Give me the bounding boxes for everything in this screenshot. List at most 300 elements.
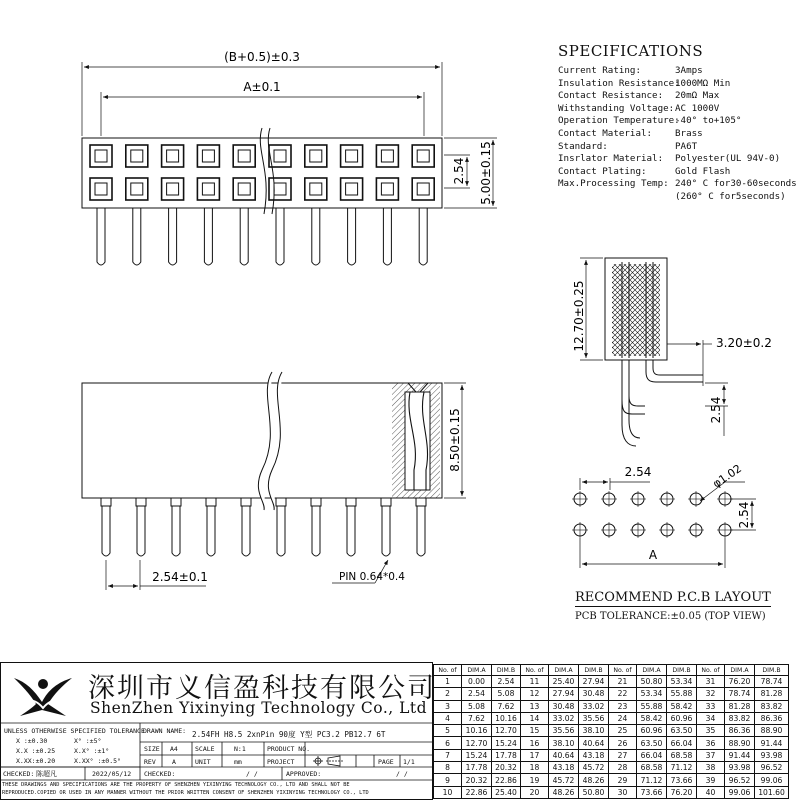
table-cell: 12.70 <box>462 737 492 749</box>
label-pitch-length: A±0.1 <box>243 80 281 94</box>
specifications-title: SPECIFICATIONS <box>558 42 704 60</box>
table-row <box>434 786 789 798</box>
table-cell: 26 <box>609 737 637 749</box>
page-label: PAGE <box>378 758 394 766</box>
contact-cell <box>412 145 434 167</box>
table-cell: 40 <box>697 786 725 798</box>
table-cell: 7 <box>434 749 462 761</box>
label-pcb-hole: φ1.02 <box>710 461 744 491</box>
contact-hole <box>310 150 322 162</box>
dim-table-header-cell: DIM.B <box>755 665 789 676</box>
table-cell: 8 <box>434 762 462 774</box>
table-cell: 30.48 <box>579 688 609 700</box>
dim-table-header-cell: DIM.B <box>492 665 521 676</box>
table-row <box>434 712 789 724</box>
table-cell: 25.40 <box>492 786 521 798</box>
label-pin-size: PIN 0.64*0.4 <box>339 571 405 583</box>
label-pin-pitch: 2.54±0.1 <box>152 570 208 584</box>
spec-label: Insulation Resistance: <box>558 77 680 89</box>
table-cell: 15.24 <box>492 737 521 749</box>
table-cell: 55.88 <box>637 700 667 712</box>
table-cell: 81.28 <box>755 688 789 700</box>
table-cell: 33.02 <box>579 700 609 712</box>
table-cell: 5.08 <box>492 688 521 700</box>
table-cell: 43.18 <box>579 749 609 761</box>
side-pin <box>277 506 285 556</box>
pcb-layout-title: RECOMMEND P.C.B LAYOUT <box>575 590 771 605</box>
table-cell: 88.90 <box>725 737 755 749</box>
table-cell: 15.24 <box>462 749 492 761</box>
spec-row <box>558 103 797 116</box>
contact-hole <box>238 183 250 195</box>
table-cell: 60.96 <box>667 712 697 724</box>
top-pin <box>169 208 177 265</box>
table-cell: 38.10 <box>579 725 609 737</box>
spec-row <box>558 166 797 179</box>
table-cell: 91.44 <box>725 749 755 761</box>
top-pin <box>133 208 141 265</box>
table-cell: 14 <box>521 712 549 724</box>
table-cell: 27.94 <box>579 676 609 688</box>
table-cell: 10.16 <box>462 725 492 737</box>
rev-label: REV <box>144 758 156 766</box>
spec-value: AC 1000V <box>675 102 720 114</box>
side-pin-shoulder <box>416 498 426 506</box>
side-pin <box>382 506 390 556</box>
table-cell: 91.44 <box>755 737 789 749</box>
table-cell: 29 <box>609 774 637 786</box>
table-cell: 55.88 <box>667 688 697 700</box>
table-cell: 13 <box>521 700 549 712</box>
tolerance-header: UNLESS OTHERWISE SPECIFIED TOLERANCE <box>4 727 145 735</box>
table-cell: 99.06 <box>725 786 755 798</box>
table-cell: 39 <box>697 774 725 786</box>
contact-cell <box>90 178 112 200</box>
table-cell: 20.32 <box>492 762 521 774</box>
company-logo-icon <box>8 672 78 718</box>
table-cell: 23 <box>609 700 637 712</box>
table-cell: 5.08 <box>462 700 492 712</box>
table-cell: 33.02 <box>549 712 579 724</box>
contact-cell <box>126 145 148 167</box>
dim-table-header-cell: No. of <box>697 665 725 676</box>
top-view-body <box>82 138 442 208</box>
tol-angle-2: X.X° :±1° <box>74 747 110 755</box>
spec-row <box>558 178 797 191</box>
label-overall-length: (B+0.5)±0.3 <box>224 50 300 64</box>
table-cell: 37 <box>697 749 725 761</box>
top-pin <box>204 208 212 265</box>
contact-cell <box>197 145 219 167</box>
table-cell: 22 <box>609 688 637 700</box>
project-label: PROJECT <box>267 758 295 766</box>
table-cell: 71.12 <box>667 762 697 774</box>
table-cell: 81.28 <box>725 700 755 712</box>
contact-cell <box>197 178 219 200</box>
table-cell: 60.96 <box>637 725 667 737</box>
label-pcb-pitch-h: 2.54 <box>624 465 652 479</box>
table-cell: 5 <box>434 725 462 737</box>
table-cell: 35.56 <box>549 725 579 737</box>
label-pcb-pitch-v: 2.54 <box>737 501 751 529</box>
table-cell: 99.06 <box>755 774 789 786</box>
contact-cell <box>233 145 255 167</box>
dim-table-header-cell: DIM.B <box>667 665 697 676</box>
drawn-name: 2.54FH H8.5 2xnPin 90度 Y型 PC3.2 PB12.7 6T <box>192 730 386 739</box>
contact-cell <box>341 178 363 200</box>
table-cell: 40.64 <box>579 737 609 749</box>
spec-label: Max.Processing Temp: <box>558 178 669 190</box>
table-cell: 25 <box>609 725 637 737</box>
contact-hole <box>417 150 429 162</box>
right-angle-pin-upper <box>646 360 703 382</box>
table-cell: 12 <box>521 688 549 700</box>
dimension-table <box>433 664 789 799</box>
specifications-list <box>558 65 797 204</box>
top-pin <box>383 208 391 265</box>
table-cell: 32 <box>697 688 725 700</box>
contact-cell <box>269 145 291 167</box>
break-line <box>258 372 282 510</box>
spec-label: Contact Material: <box>558 127 653 139</box>
table-cell: 2 <box>434 688 462 700</box>
contact-cell <box>376 178 398 200</box>
spec-row <box>558 78 797 91</box>
table-cell: 33 <box>697 700 725 712</box>
table-row <box>434 725 789 737</box>
size-label: SIZE <box>144 745 160 753</box>
spec-label <box>558 191 675 204</box>
table-cell: 7.62 <box>492 700 521 712</box>
spec-value: Polyester(UL 94V-0) <box>675 153 781 165</box>
side-pin-shoulder <box>276 498 286 506</box>
company-name-chinese: 深圳市义信盈科技有限公司 <box>88 673 436 704</box>
dim-table-header-cell: No. of <box>521 665 549 676</box>
contact-hole <box>381 183 393 195</box>
spec-value: 3Amps <box>675 65 703 76</box>
table-cell: 16 <box>521 737 549 749</box>
checked-by: 陈超凡 <box>36 770 57 778</box>
table-cell: 38 <box>697 762 725 774</box>
side-pin-shoulder <box>206 498 216 506</box>
spec-value: 240° C for30-60seconds <box>675 178 797 190</box>
size-value: A4 <box>170 745 178 753</box>
table-cell: 45.72 <box>579 762 609 774</box>
table-cell: 76.20 <box>667 786 697 798</box>
spec-label: Contact Plating: <box>558 165 647 177</box>
spec-label: Standard: <box>558 140 608 152</box>
tol-angle-1: X° :±5° <box>74 737 102 745</box>
table-cell: 38.10 <box>549 737 579 749</box>
contact-hole <box>202 150 214 162</box>
table-cell: 11 <box>521 676 549 688</box>
label-side-height: 8.50±0.15 <box>448 408 462 472</box>
company-name-english: ShenZhen Yixinying Technology Co., Ltd <box>90 699 428 717</box>
table-row <box>434 700 789 712</box>
table-cell: 66.04 <box>637 749 667 761</box>
contact-cell <box>376 145 398 167</box>
table-cell: 96.52 <box>755 762 789 774</box>
table-cell: 48.26 <box>579 774 609 786</box>
page-value: 1/1 <box>403 758 415 766</box>
contact-hole <box>167 150 179 162</box>
unit-value: mm <box>234 758 242 766</box>
table-cell: 53.34 <box>667 676 697 688</box>
table-cell: 4 <box>434 712 462 724</box>
pcb-layout <box>572 478 756 568</box>
top-pin <box>276 208 284 265</box>
table-cell: 68.58 <box>667 749 697 761</box>
approved-label: APPROVED: <box>286 770 322 778</box>
tol-x: X :±0.30 <box>16 737 48 745</box>
table-cell: 50.80 <box>579 786 609 798</box>
table-cell: 93.98 <box>725 762 755 774</box>
contact-hole <box>202 183 214 195</box>
table-cell: 63.50 <box>637 737 667 749</box>
dimension-table-body <box>434 676 789 799</box>
tol-xxx: X.XX:±0.20 <box>16 757 56 765</box>
table-row <box>434 737 789 749</box>
table-cell: 6 <box>434 737 462 749</box>
dim-table-header-cell: DIM.A <box>725 665 755 676</box>
table-cell: 93.98 <box>755 749 789 761</box>
table-cell: 78.74 <box>725 688 755 700</box>
table-cell: 48.26 <box>549 786 579 798</box>
spec-row <box>558 191 797 204</box>
side-pin <box>417 506 425 556</box>
rev-value: A <box>172 758 176 766</box>
spec-label: Current Rating: <box>558 65 641 76</box>
contact-hole <box>346 183 358 195</box>
contact-hole <box>95 183 107 195</box>
table-cell: 18 <box>521 762 549 774</box>
unit-label: UNIT <box>195 758 211 766</box>
table-cell: 30 <box>609 786 637 798</box>
spec-label: Contact Resistance: <box>558 90 664 102</box>
table-cell: 78.74 <box>755 676 789 688</box>
contact-cell <box>412 178 434 200</box>
contact-hole <box>274 183 286 195</box>
scale-label: SCALE <box>195 745 215 753</box>
side-pin-shoulder <box>136 498 146 506</box>
table-cell: 7.62 <box>462 712 492 724</box>
table-cell: 63.50 <box>667 725 697 737</box>
contact-hole <box>381 150 393 162</box>
dim-table-header-cell: DIM.A <box>637 665 667 676</box>
table-cell: 58.42 <box>667 700 697 712</box>
contact-hole <box>131 150 143 162</box>
contact-cell <box>269 178 291 200</box>
table-cell: 34 <box>697 712 725 724</box>
table-cell: 10.16 <box>492 712 521 724</box>
top-pin <box>419 208 427 265</box>
table-cell: 86.36 <box>755 712 789 724</box>
dim-table-header-cell: DIM.A <box>549 665 579 676</box>
dim-table-header-cell: DIM.A <box>462 665 492 676</box>
side-view <box>82 372 466 590</box>
table-cell: 1 <box>434 676 462 688</box>
table-cell: 31 <box>697 676 725 688</box>
table-cell: 15 <box>521 725 549 737</box>
label-right-angle-length: 12.70±0.25 <box>572 280 586 352</box>
top-pin <box>312 208 320 265</box>
contact-hole <box>131 183 143 195</box>
spec-row <box>558 128 797 141</box>
table-cell: 17 <box>521 749 549 761</box>
table-cell: 86.36 <box>725 725 755 737</box>
contact-hole <box>167 183 179 195</box>
table-cell: 24 <box>609 712 637 724</box>
spec-row <box>558 90 797 103</box>
table-cell: 2.54 <box>492 676 521 688</box>
pcb-holes <box>572 491 733 538</box>
contact-cell <box>305 145 327 167</box>
table-cell: 40.64 <box>549 749 579 761</box>
contact-hole <box>274 150 286 162</box>
drawn-name-label: DRAWN NAME: <box>143 727 187 735</box>
table-row <box>434 676 789 688</box>
table-cell: 28 <box>609 762 637 774</box>
side-pin <box>347 506 355 556</box>
side-view-section <box>392 383 440 498</box>
label-pcb-span: A <box>648 548 658 562</box>
contact-cell <box>126 178 148 200</box>
checked-label: CHECKED: <box>144 770 176 778</box>
table-cell: 30.48 <box>549 700 579 712</box>
checked-by-label: CHECKED: <box>3 770 35 778</box>
right-angle-view <box>580 258 728 446</box>
break-line <box>260 128 274 214</box>
contact-cell <box>162 145 184 167</box>
contact-hole <box>310 183 322 195</box>
contact-hole <box>417 183 429 195</box>
top-pin <box>97 208 105 265</box>
tol-xx: X.X :±0.25 <box>16 747 56 755</box>
approved-date-blank: / / <box>396 770 408 778</box>
table-cell: 17.78 <box>462 762 492 774</box>
contact-hole <box>346 150 358 162</box>
spec-value: Brass <box>675 127 703 139</box>
contact-cell <box>305 178 327 200</box>
table-cell: 2.54 <box>462 688 492 700</box>
table-cell: 10 <box>434 786 462 798</box>
table-cell: 101.60 <box>755 786 789 798</box>
dim-table-header-cell: DIM.B <box>579 665 609 676</box>
table-cell: 45.72 <box>549 774 579 786</box>
label-row-pitch: 2.54 <box>452 157 466 185</box>
table-cell: 50.80 <box>637 676 667 688</box>
table-cell: 88.90 <box>755 725 789 737</box>
label-right-angle-offset: 3.20±0.2 <box>716 336 772 350</box>
table-cell: 27 <box>609 749 637 761</box>
side-pin-shoulder <box>101 498 111 506</box>
spec-value: Gold Flash <box>675 165 731 177</box>
label-right-angle-pitch: 2.54 <box>709 396 723 424</box>
table-cell: 36 <box>697 737 725 749</box>
spec-label: Withstanding Voltage: <box>558 102 675 114</box>
product-no-label: PRODUCT NO. <box>267 745 311 753</box>
table-cell: 53.34 <box>637 688 667 700</box>
pcb-layout-note <box>575 590 771 622</box>
pcb-tolerance: PCB TOLERANCE:±0.05 (TOP VIEW) <box>575 611 766 622</box>
table-cell: 22.86 <box>462 786 492 798</box>
table-row <box>434 688 789 700</box>
contact-hole <box>95 150 107 162</box>
table-cell: 83.82 <box>725 712 755 724</box>
table-cell: 35.56 <box>579 712 609 724</box>
spec-label: Insrlator Material: <box>558 153 664 165</box>
table-cell: 17.78 <box>492 749 521 761</box>
spec-row <box>558 153 797 166</box>
table-cell: 9 <box>434 774 462 786</box>
table-cell: 21 <box>609 676 637 688</box>
spec-value: PA6T <box>675 140 698 152</box>
label-body-height: 5.00±0.15 <box>479 141 493 205</box>
contact-cell <box>341 145 363 167</box>
side-pin <box>207 506 215 556</box>
table-cell: 12.70 <box>492 725 521 737</box>
table-cell: 68.58 <box>637 762 667 774</box>
side-pin <box>172 506 180 556</box>
disclaimer-line-1: THESE DRAWINGS AND SPECIFICATIONS ARE THE PROPERTY OF SHENZHEN YIXINYING TECHNOLOGY CO., LTD AND SHALL NOT BE <box>2 782 350 788</box>
table-cell: 35 <box>697 725 725 737</box>
table-cell: 71.12 <box>637 774 667 786</box>
side-pin-shoulder <box>346 498 356 506</box>
table-cell: 58.42 <box>637 712 667 724</box>
side-pin <box>312 506 320 556</box>
table-cell: 83.82 <box>755 700 789 712</box>
table-cell: 25.40 <box>549 676 579 688</box>
side-pin <box>137 506 145 556</box>
dimension-table-header <box>434 665 789 676</box>
spec-row <box>558 115 797 128</box>
table-cell: 22.86 <box>492 774 521 786</box>
side-pin-shoulder <box>381 498 391 506</box>
disclaimer-line-2: REPRODUCED.COPIED OR USED IN ANY MANNER WITHOUT THE PRIOR WRITTEN CONSENT OF SHENZHEN YIXINYING TECHNOLOGY CO., LTD <box>2 790 369 796</box>
contact-cell <box>233 178 255 200</box>
spec-value: 1000MΩ Min <box>675 77 731 89</box>
spec-row <box>558 65 797 78</box>
table-cell: 43.18 <box>549 762 579 774</box>
table-cell: 3 <box>434 700 462 712</box>
table-cell: 19 <box>521 774 549 786</box>
dim-table-header-cell: No. of <box>609 665 637 676</box>
spec-row <box>558 141 797 154</box>
spec-label: Operation Temperature: <box>558 115 680 127</box>
table-cell: 66.04 <box>667 737 697 749</box>
spec-value: 20mΩ Max <box>675 90 720 102</box>
side-pin-shoulder <box>311 498 321 506</box>
top-pin <box>240 208 248 265</box>
dim-table-header-cell: No. of <box>434 665 462 676</box>
table-row <box>434 774 789 786</box>
side-pin <box>102 506 110 556</box>
table-cell: 0.00 <box>462 676 492 688</box>
specifications-panel <box>558 42 797 204</box>
spec-value: -40° to+105° <box>675 115 742 127</box>
table-cell: 96.52 <box>725 774 755 786</box>
scale-value: N:1 <box>234 745 246 753</box>
table-row <box>434 749 789 761</box>
spec-value: (260° C for5seconds) <box>675 190 786 202</box>
side-pin-shoulder <box>241 498 251 506</box>
checked-date-blank: / / <box>246 770 258 778</box>
table-cell: 27.94 <box>549 688 579 700</box>
side-pin-shoulder <box>171 498 181 506</box>
table-cell: 20.32 <box>462 774 492 786</box>
contact-cell <box>162 178 184 200</box>
top-view-pins <box>97 208 427 265</box>
